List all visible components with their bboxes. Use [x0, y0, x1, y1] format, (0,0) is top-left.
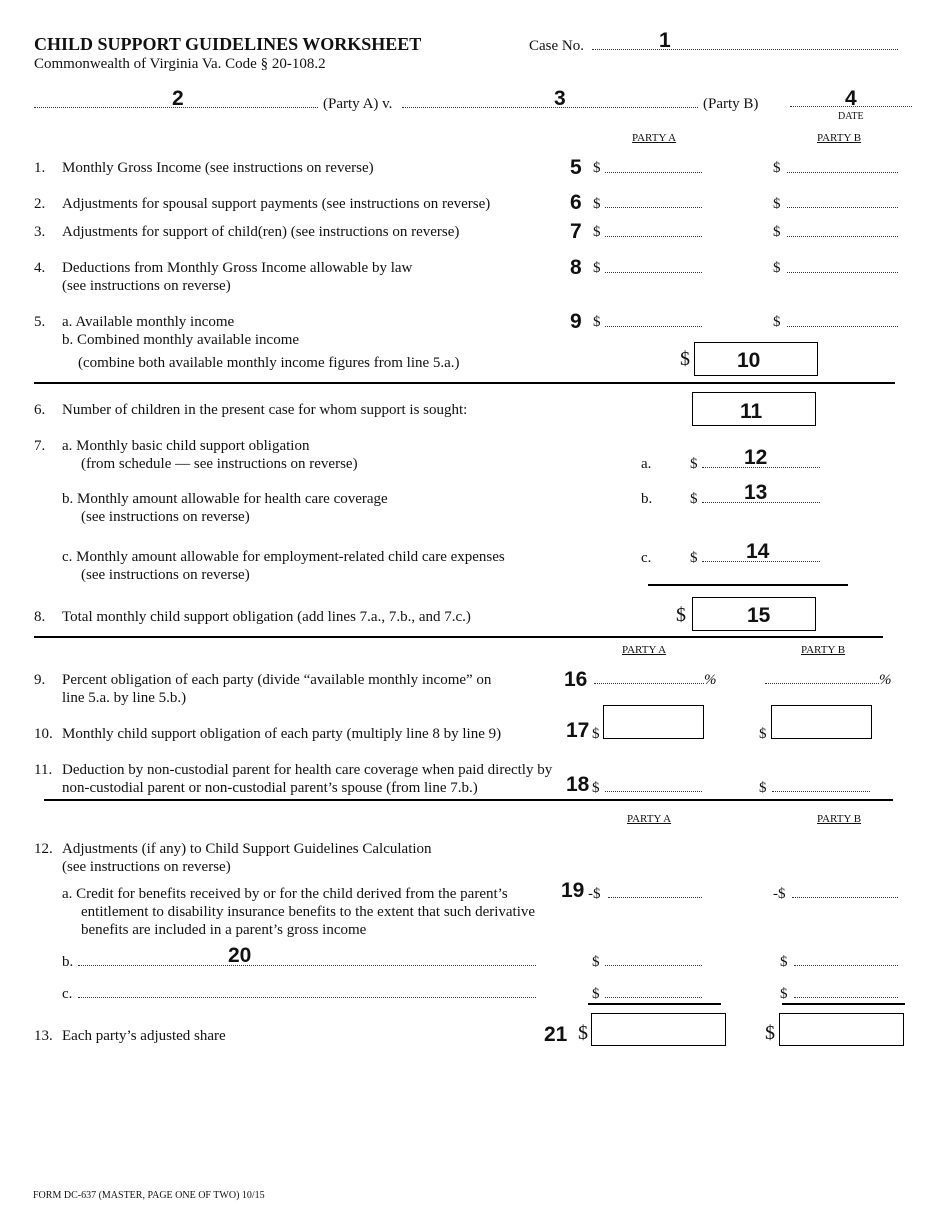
marker-19: 19	[561, 879, 585, 902]
line-12c-b-dollar: $	[780, 986, 788, 1002]
marker-3: 3	[554, 87, 566, 110]
marker-16: 16	[564, 668, 588, 691]
line-7a-text: a. Monthly basic child support obligation	[62, 438, 310, 454]
line-8-number: 8.	[34, 609, 46, 625]
line-12a-party-a-field[interactable]	[608, 897, 702, 898]
line-7c-dollar: $	[690, 550, 698, 566]
line-12a-a-neg-dollar: -$	[588, 886, 601, 902]
line-12a-text-3: benefits are included in a parent’s gross income	[81, 922, 367, 938]
line-2-b-dollar: $	[773, 196, 781, 212]
line-12-text-2: (see instructions on reverse)	[62, 859, 231, 875]
line-11-text: Deduction by non-custodial parent for health care coverage when paid directly by	[62, 762, 553, 778]
marker-10: 10	[737, 349, 761, 372]
line-5b-text: b. Combined monthly available income	[62, 332, 300, 348]
line-1-b-dollar: $	[773, 160, 781, 176]
line-3-party-b-field[interactable]	[787, 236, 898, 237]
line-5a-a-dollar: $	[593, 314, 601, 330]
line-6-number: 6.	[34, 402, 46, 418]
line-7b-dollar: $	[690, 491, 698, 507]
line-12c-label: c.	[62, 986, 73, 1002]
line-12c-party-a-field[interactable]	[605, 997, 702, 998]
line-13-number: 13.	[34, 1028, 53, 1044]
case-no-label: Case No.	[529, 38, 584, 54]
line-5a-text: a. Available monthly income	[62, 314, 235, 330]
line-3-party-a-field[interactable]	[605, 236, 702, 237]
line-12a-text-2: entitlement to disability insurance benefits to the extent that such derivative	[81, 904, 536, 920]
line-7b-text-2: (see instructions on reverse)	[81, 509, 250, 525]
line-11-text-2: non-custodial parent or non-custodial parent’s spouse (from line 7.b.)	[62, 780, 478, 796]
marker-18: 18	[566, 773, 590, 796]
marker-8: 8	[570, 256, 582, 279]
line-10-a-dollar: $	[592, 726, 600, 742]
line-10-party-b-box[interactable]	[771, 705, 872, 739]
line-10-party-a-box[interactable]	[603, 705, 704, 739]
line-1-text: Monthly Gross Income (see instructions on reverse)	[62, 160, 374, 176]
divider-1	[34, 382, 895, 384]
line-12-number: 12.	[34, 841, 53, 857]
line-5b-note: (combine both available monthly income figures from line 5.a.)	[78, 355, 460, 371]
line-3-b-dollar: $	[773, 224, 781, 240]
line-5-number: 5.	[34, 314, 46, 330]
line-7c-label: c.	[641, 550, 652, 566]
form-footer: FORM DC-637 (MASTER, PAGE ONE OF TWO) 10/15	[33, 1190, 265, 1201]
line-4-party-b-field[interactable]	[787, 272, 898, 273]
line-13-party-b-box[interactable]	[779, 1013, 904, 1046]
line-13-a-dollar: $	[578, 1022, 588, 1044]
line-12a-text: a. Credit for benefits received by or for the child derived from the parent’s	[62, 886, 508, 902]
marker-15: 15	[747, 604, 771, 627]
sum-rule-12-b	[782, 1003, 905, 1005]
line-11-party-a-field[interactable]	[605, 791, 702, 792]
col-header-party-b-2: PARTY B	[801, 644, 846, 656]
divider-2	[34, 636, 883, 638]
line-7a-dollar: $	[690, 456, 698, 472]
line-11-number: 11.	[34, 762, 53, 778]
line-12b-description-field[interactable]	[78, 965, 536, 966]
line-9-b-percent: %	[879, 672, 892, 688]
line-13-b-dollar: $	[765, 1022, 775, 1044]
marker-5: 5	[570, 156, 582, 179]
line-7b-text: b. Monthly amount allowable for health care coverage	[62, 491, 388, 507]
line-12b-party-a-field[interactable]	[605, 965, 702, 966]
line-7c-text-2: (see instructions on reverse)	[81, 567, 250, 583]
line-5a-party-b-field[interactable]	[787, 326, 898, 327]
line-4-party-a-field[interactable]	[605, 272, 702, 273]
line-7-number: 7.	[34, 438, 46, 454]
line-12a-b-neg-dollar: -$	[773, 886, 786, 902]
line-8-text: Total monthly child support obligation (add lines 7.a., 7.b., and 7.c.)	[62, 609, 471, 625]
line-5b-dollar: $	[680, 348, 690, 370]
line-9-a-percent: %	[704, 672, 717, 688]
line-12c-party-b-field[interactable]	[794, 997, 898, 998]
sum-rule-12-a	[588, 1003, 721, 1005]
line-9-text-2: line 5.a. by line 5.b.)	[62, 690, 187, 706]
line-2-a-dollar: $	[593, 196, 601, 212]
line-7c-text: c. Monthly amount allowable for employment-related child care expenses	[62, 549, 505, 565]
line-12c-a-dollar: $	[592, 986, 600, 1002]
line-13-text: Each party’s adjusted share	[62, 1028, 226, 1044]
line-3-number: 3.	[34, 224, 46, 240]
marker-13: 13	[744, 481, 768, 504]
marker-17: 17	[566, 719, 590, 742]
line-1-party-a-field[interactable]	[605, 172, 702, 173]
line-9-number: 9.	[34, 672, 46, 688]
party-b-label: (Party B)	[703, 96, 759, 112]
form-title: CHILD SUPPORT GUIDELINES WORKSHEET	[34, 34, 422, 54]
line-7a-label: a.	[641, 456, 652, 472]
marker-1: 1	[659, 29, 671, 52]
line-7b-label: b.	[641, 491, 653, 507]
line-1-party-b-field[interactable]	[787, 172, 898, 173]
line-4-number: 4.	[34, 260, 46, 276]
case-no-field[interactable]	[592, 49, 898, 50]
line-10-text: Monthly child support obligation of each party (multiply line 8 by line 9)	[62, 726, 502, 742]
col-header-party-b-3: PARTY B	[817, 813, 862, 825]
line-1-a-dollar: $	[593, 160, 601, 176]
date-label: DATE	[838, 111, 864, 122]
line-5a-b-dollar: $	[773, 314, 781, 330]
line-6-text: Number of children in the present case for whom support is sought:	[62, 402, 468, 418]
line-5a-party-a-field[interactable]	[605, 326, 702, 327]
line-9-text: Percent obligation of each party (divide “available monthly income” on	[62, 672, 492, 688]
line-9-party-b-field[interactable]	[765, 683, 879, 684]
col-header-party-a: PARTY A	[632, 132, 677, 144]
line-2-party-b-field[interactable]	[787, 207, 898, 208]
marker-2: 2	[172, 87, 184, 110]
line-4-b-dollar: $	[773, 260, 781, 276]
marker-12: 12	[744, 446, 768, 469]
party-a-label: (Party A) v.	[323, 96, 393, 112]
marker-9: 9	[570, 310, 582, 333]
line-10-b-dollar: $	[759, 726, 767, 742]
marker-4: 4	[845, 87, 857, 110]
line-11-a-dollar: $	[592, 780, 600, 796]
line-2-text: Adjustments for spousal support payments (see instructions on reverse)	[62, 196, 491, 212]
line-4-text: Deductions from Monthly Gross Income allowable by law	[62, 260, 413, 276]
marker-20: 20	[228, 944, 252, 967]
line-11-party-b-field[interactable]	[772, 791, 870, 792]
sum-rule-7	[648, 584, 848, 586]
marker-21: 21	[544, 1023, 568, 1046]
party-b-name-field[interactable]	[402, 107, 698, 108]
line-8-dollar: $	[676, 604, 686, 626]
line-12b-label: b.	[62, 954, 74, 970]
marker-7: 7	[570, 220, 582, 243]
line-12b-a-dollar: $	[592, 954, 600, 970]
line-12a-party-b-field[interactable]	[792, 897, 898, 898]
line-11-b-dollar: $	[759, 780, 767, 796]
form-subtitle: Commonwealth of Virginia Va. Code § 20-108.2	[34, 56, 326, 72]
col-header-party-a-2: PARTY A	[622, 644, 667, 656]
col-header-party-a-3: PARTY A	[627, 813, 672, 825]
line-12b-party-b-field[interactable]	[794, 965, 898, 966]
line-7a-text-2: (from schedule — see instructions on reverse)	[81, 456, 358, 472]
line-1-number: 1.	[34, 160, 46, 176]
col-header-party-b: PARTY B	[817, 132, 862, 144]
line-2-number: 2.	[34, 196, 46, 212]
line-12c-description-field[interactable]	[78, 997, 536, 998]
line-4-a-dollar: $	[593, 260, 601, 276]
divider-3	[44, 799, 893, 801]
line-12-text: Adjustments (if any) to Child Support Guidelines Calculation	[62, 841, 432, 857]
line-3-text: Adjustments for support of child(ren) (see instructions on reverse)	[62, 224, 460, 240]
line-12b-b-dollar: $	[780, 954, 788, 970]
line-13-party-a-box[interactable]	[591, 1013, 726, 1046]
line-9-party-a-field[interactable]	[594, 683, 704, 684]
marker-14: 14	[746, 540, 770, 563]
line-3-a-dollar: $	[593, 224, 601, 240]
marker-6: 6	[570, 191, 582, 214]
marker-11: 11	[740, 400, 763, 423]
line-2-party-a-field[interactable]	[605, 207, 702, 208]
line-10-number: 10.	[34, 726, 53, 742]
line-4-text-2: (see instructions on reverse)	[62, 278, 231, 294]
